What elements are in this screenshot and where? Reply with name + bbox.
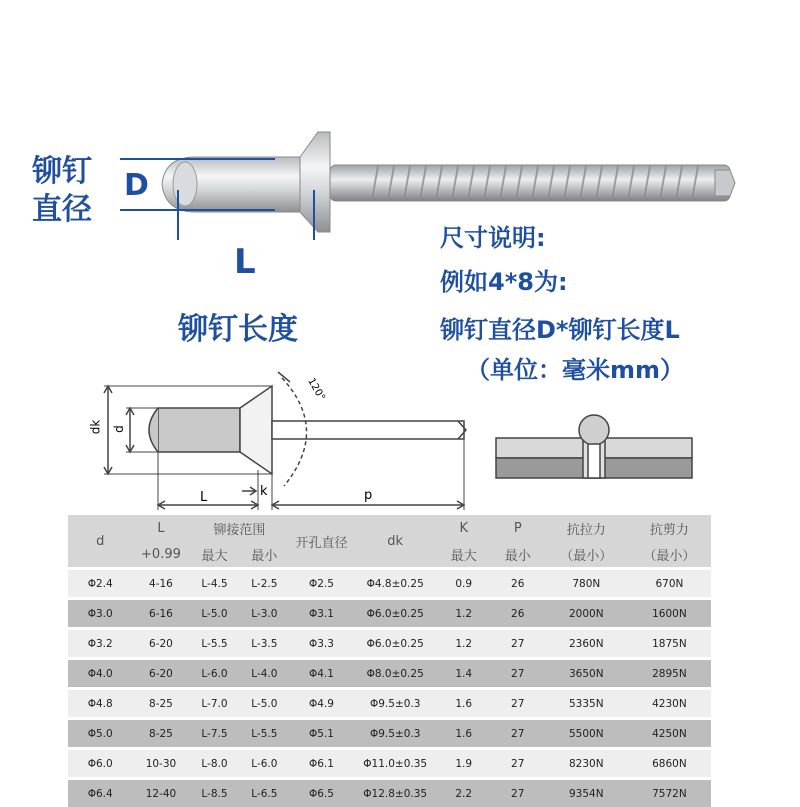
- table-cell: Φ9.5±0.3: [354, 719, 437, 749]
- drawing-label-dk: dk: [88, 420, 102, 435]
- header-K: K: [437, 515, 491, 541]
- table-row: [68, 569, 711, 599]
- table-cell: 10-30: [132, 749, 189, 779]
- table-cell: 2360N: [545, 629, 628, 659]
- technical-drawing: [0, 370, 800, 515]
- table-cell: 780N: [545, 569, 628, 599]
- table-cell: Φ3.0: [68, 599, 132, 629]
- header-P: P: [491, 515, 545, 541]
- table-cell: 2000N: [545, 599, 628, 629]
- table-row: [68, 599, 711, 629]
- table-cell: 4-16: [132, 569, 189, 599]
- length-l-char: L: [234, 242, 256, 282]
- table-cell: Φ4.9: [289, 689, 353, 719]
- notes-line2: 例如4*8为:: [440, 262, 568, 297]
- table-cell: Φ6.4: [68, 779, 132, 807]
- table-cell: 1.2: [437, 629, 491, 659]
- table-cell: 6-20: [132, 629, 189, 659]
- table-cell: 6860N: [628, 749, 711, 779]
- table-cell: Φ8.0±0.25: [354, 659, 437, 689]
- header-tensile-sub: （最小）: [545, 541, 628, 569]
- table-cell: L-3.5: [239, 629, 289, 659]
- rivet-photo: [0, 0, 800, 240]
- rivet-length-label: 铆钉长度: [178, 304, 298, 348]
- table-cell: Φ6.1: [289, 749, 353, 779]
- table-cell: 27: [491, 719, 545, 749]
- table-cell: Φ4.1: [289, 659, 353, 689]
- drawing-label-p: p: [364, 488, 372, 503]
- table-cell: 5335N: [545, 689, 628, 719]
- table-cell: Φ6.0±0.25: [354, 599, 437, 629]
- table-cell: 8230N: [545, 749, 628, 779]
- table-cell: 1.4: [437, 659, 491, 689]
- table-cell: 6-20: [132, 659, 189, 689]
- table-cell: 26: [491, 569, 545, 599]
- table-cell: Φ6.5: [289, 779, 353, 807]
- table-cell: 3650N: [545, 659, 628, 689]
- table-cell: 1.6: [437, 689, 491, 719]
- table-cell: Φ4.8: [68, 689, 132, 719]
- diameter-d-char: D: [124, 168, 149, 203]
- table-row: [68, 689, 711, 719]
- table-cell: 7572N: [628, 779, 711, 807]
- table-cell: L-7.0: [190, 689, 240, 719]
- table-cell: Φ2.4: [68, 569, 132, 599]
- header-grip-max: 最大: [190, 541, 240, 569]
- table-row: [68, 719, 711, 749]
- table-cell: 1.6: [437, 719, 491, 749]
- table-cell: L-6.5: [239, 779, 289, 807]
- header-L-tol: +0.99: [132, 541, 189, 569]
- table-cell: 4250N: [628, 719, 711, 749]
- spec-table: [68, 515, 711, 807]
- table-cell: 5500N: [545, 719, 628, 749]
- header-grip-range: 铆接范围: [190, 515, 290, 541]
- table-cell: 12-40: [132, 779, 189, 807]
- drawing-label-L: L: [200, 490, 207, 505]
- table-cell: Φ12.8±0.35: [354, 779, 437, 807]
- rivet-diameter-line2: 直径: [32, 184, 92, 228]
- table-cell: Φ3.1: [289, 599, 353, 629]
- table-cell: 1600N: [628, 599, 711, 629]
- header-shear-sub: （最小）: [628, 541, 711, 569]
- table-cell: Φ3.2: [68, 629, 132, 659]
- table-cell: Φ5.0: [68, 719, 132, 749]
- table-cell: 6-16: [132, 599, 189, 629]
- table-cell: 670N: [628, 569, 711, 599]
- header-hole-dia: 开孔直径: [289, 515, 353, 569]
- drawing-label-d: d: [112, 425, 126, 433]
- table-cell: 1.2: [437, 599, 491, 629]
- notes-line4: （单位：毫米mm）: [466, 350, 684, 385]
- notes-line3: 铆钉直径D*铆钉长度L: [440, 310, 680, 345]
- table-cell: L-6.0: [190, 659, 240, 689]
- mandrel-stem: [330, 165, 735, 201]
- table-cell: L-7.5: [190, 719, 240, 749]
- notes-line1: 尺寸说明:: [440, 218, 546, 253]
- table-cell: 27: [491, 629, 545, 659]
- table-cell: L-2.5: [239, 569, 289, 599]
- table-cell: 26: [491, 599, 545, 629]
- table-cell: 8-25: [132, 689, 189, 719]
- rivet-diameter-line1: 铆钉: [32, 146, 92, 190]
- header-d: d: [68, 515, 132, 569]
- table-cell: Φ6.0±0.25: [354, 629, 437, 659]
- table-row: [68, 749, 711, 779]
- table-cell: Φ5.1: [289, 719, 353, 749]
- table-cell: 27: [491, 689, 545, 719]
- table-cell: Φ4.8±0.25: [354, 569, 437, 599]
- table-cell: L-8.5: [190, 779, 240, 807]
- table-cell: 1.9: [437, 749, 491, 779]
- table-row: [68, 779, 711, 807]
- table-cell: L-4.5: [190, 569, 240, 599]
- table-cell: 27: [491, 779, 545, 807]
- table-cell: Φ4.0: [68, 659, 132, 689]
- drawing-label-angle: 120°: [305, 376, 327, 402]
- table-cell: 2895N: [628, 659, 711, 689]
- header-P-sub: 最小: [491, 541, 545, 569]
- table-cell: 0.9: [437, 569, 491, 599]
- table-cell: 27: [491, 749, 545, 779]
- table-cell: 2.2: [437, 779, 491, 807]
- header-dk: dk: [354, 515, 437, 569]
- table-cell: 9354N: [545, 779, 628, 807]
- drawing-label-k: k: [260, 484, 268, 499]
- header-grip-min: 最小: [239, 541, 289, 569]
- table-cell: L-5.5: [190, 629, 240, 659]
- spec-table-body: [68, 569, 711, 807]
- table-row: [68, 659, 711, 689]
- table-cell: Φ3.3: [289, 629, 353, 659]
- table-cell: 1875N: [628, 629, 711, 659]
- table-cell: L-5.5: [239, 719, 289, 749]
- header-K-sub: 最大: [437, 541, 491, 569]
- table-cell: Φ2.5: [289, 569, 353, 599]
- table-cell: Φ9.5±0.3: [354, 689, 437, 719]
- header-L: L: [132, 515, 189, 541]
- table-cell: Φ6.0: [68, 749, 132, 779]
- table-cell: L-3.0: [239, 599, 289, 629]
- table-cell: L-6.0: [239, 749, 289, 779]
- table-cell: Φ11.0±0.35: [354, 749, 437, 779]
- header-tensile: 抗拉力: [545, 515, 628, 541]
- header-shear: 抗剪力: [628, 515, 711, 541]
- table-cell: 4230N: [628, 689, 711, 719]
- table-cell: L-8.0: [190, 749, 240, 779]
- table-cell: L-4.0: [239, 659, 289, 689]
- table-cell: 27: [491, 659, 545, 689]
- table-row: [68, 629, 711, 659]
- table-cell: 8-25: [132, 719, 189, 749]
- table-cell: L-5.0: [239, 689, 289, 719]
- table-cell: L-5.0: [190, 599, 240, 629]
